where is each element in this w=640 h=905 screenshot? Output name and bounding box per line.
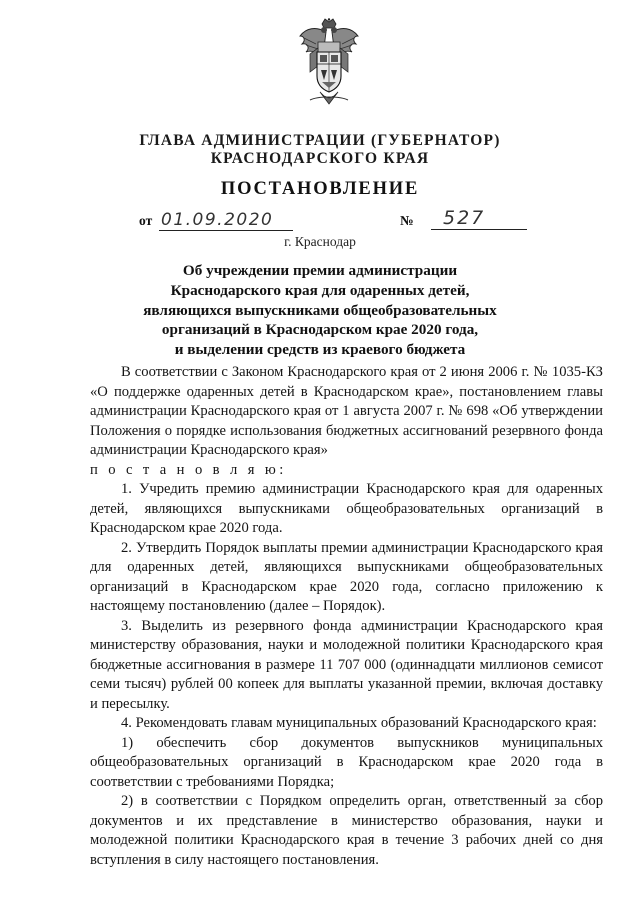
date-value: 01.09.2020 (159, 210, 293, 231)
date-label: от (139, 213, 153, 228)
subject-line: и выделении средств из краевого бюджета (174, 341, 466, 359)
clause-3: 3. Выделить из резервного фонда администрации Краснодарского края министерству образования, науки и молодежной политики Краснодарского края бюджетные ассигнования в размере 11 707 000 (одиннадцати миллионов семисот семи тысяч) рублей 00 копеек для выплаты указанной премии, включая доставку и пересылку. (90, 617, 603, 712)
subject-line: Краснодарского края для одаренных детей, (170, 281, 470, 299)
clause-1: 1. Учредить премию администрации Краснодарского края для одаренных детей, являющихся выпускниками общеобразовательных организаций в Краснодарском крае 2020 года. (90, 481, 603, 536)
subject-line: организаций в Краснодарском крае 2020 года, (161, 321, 479, 339)
date-number-line (139, 207, 529, 235)
resolve-word: п о с т а н о в л я ю: (90, 461, 287, 478)
issuer-title-line2: КРАСНОДАРСКОГО КРАЯ (210, 150, 430, 167)
city-name: г. Краснодар (284, 234, 356, 249)
krasnodar-coat-of-arms-emblem (296, 18, 362, 108)
subject-line: Об учреждении премии администрации (182, 262, 458, 279)
document-subject (0, 261, 640, 360)
document-body (90, 363, 603, 870)
subject-line: являющихся выпускниками общеобразовательных (143, 301, 497, 319)
preamble-paragraph: В соответствии с Законом Краснодарского края от 2 июня 2006 г. № 1035-КЗ «О поддержке одаренных детей в Краснодарском крае», постановлением главы администрации Краснодарского края от 1 августа 2007 г. № 698 «Об утверждении Положения о порядке использования бюджетных ассигнований резервного фонда администрации Краснодарского края» (90, 364, 603, 458)
clause-2: 2. Утвердить Порядок выплаты премии администрации Краснодарского края для одаренных детей, являющихся выпускниками общеобразовательных организаций в Краснодарском крае 2020 года, согласно приложению к настоящему постановлению (далее – Порядок). (90, 539, 603, 614)
clause-4-sub-1: 1) обеспечить сбор документов выпускников муниципальных общеобразовательных организаций в Краснодарском крае 2020 года в соответствии с требованиями Порядка; (90, 734, 603, 790)
document-type-title: ПОСТАНОВЛЕНИЕ (220, 179, 420, 199)
number-label: № (400, 213, 414, 228)
issuer-title-line1: ГЛАВА АДМИНИСТРАЦИИ (ГУБЕРНАТОР) (139, 132, 501, 149)
clause-4-sub-2: 2) в соответствии с Порядком определить орган, ответственный за сбор документов и их представление в министерство образования, науки и молодежной политики Краснодарского края в течение 3 рабочих дней со дня вступления в силу настоящего постановления. (90, 793, 603, 868)
clause-4: 4. Рекомендовать главам муниципальных образований Краснодарского края: (121, 715, 597, 731)
number-value: 527 (431, 207, 527, 230)
